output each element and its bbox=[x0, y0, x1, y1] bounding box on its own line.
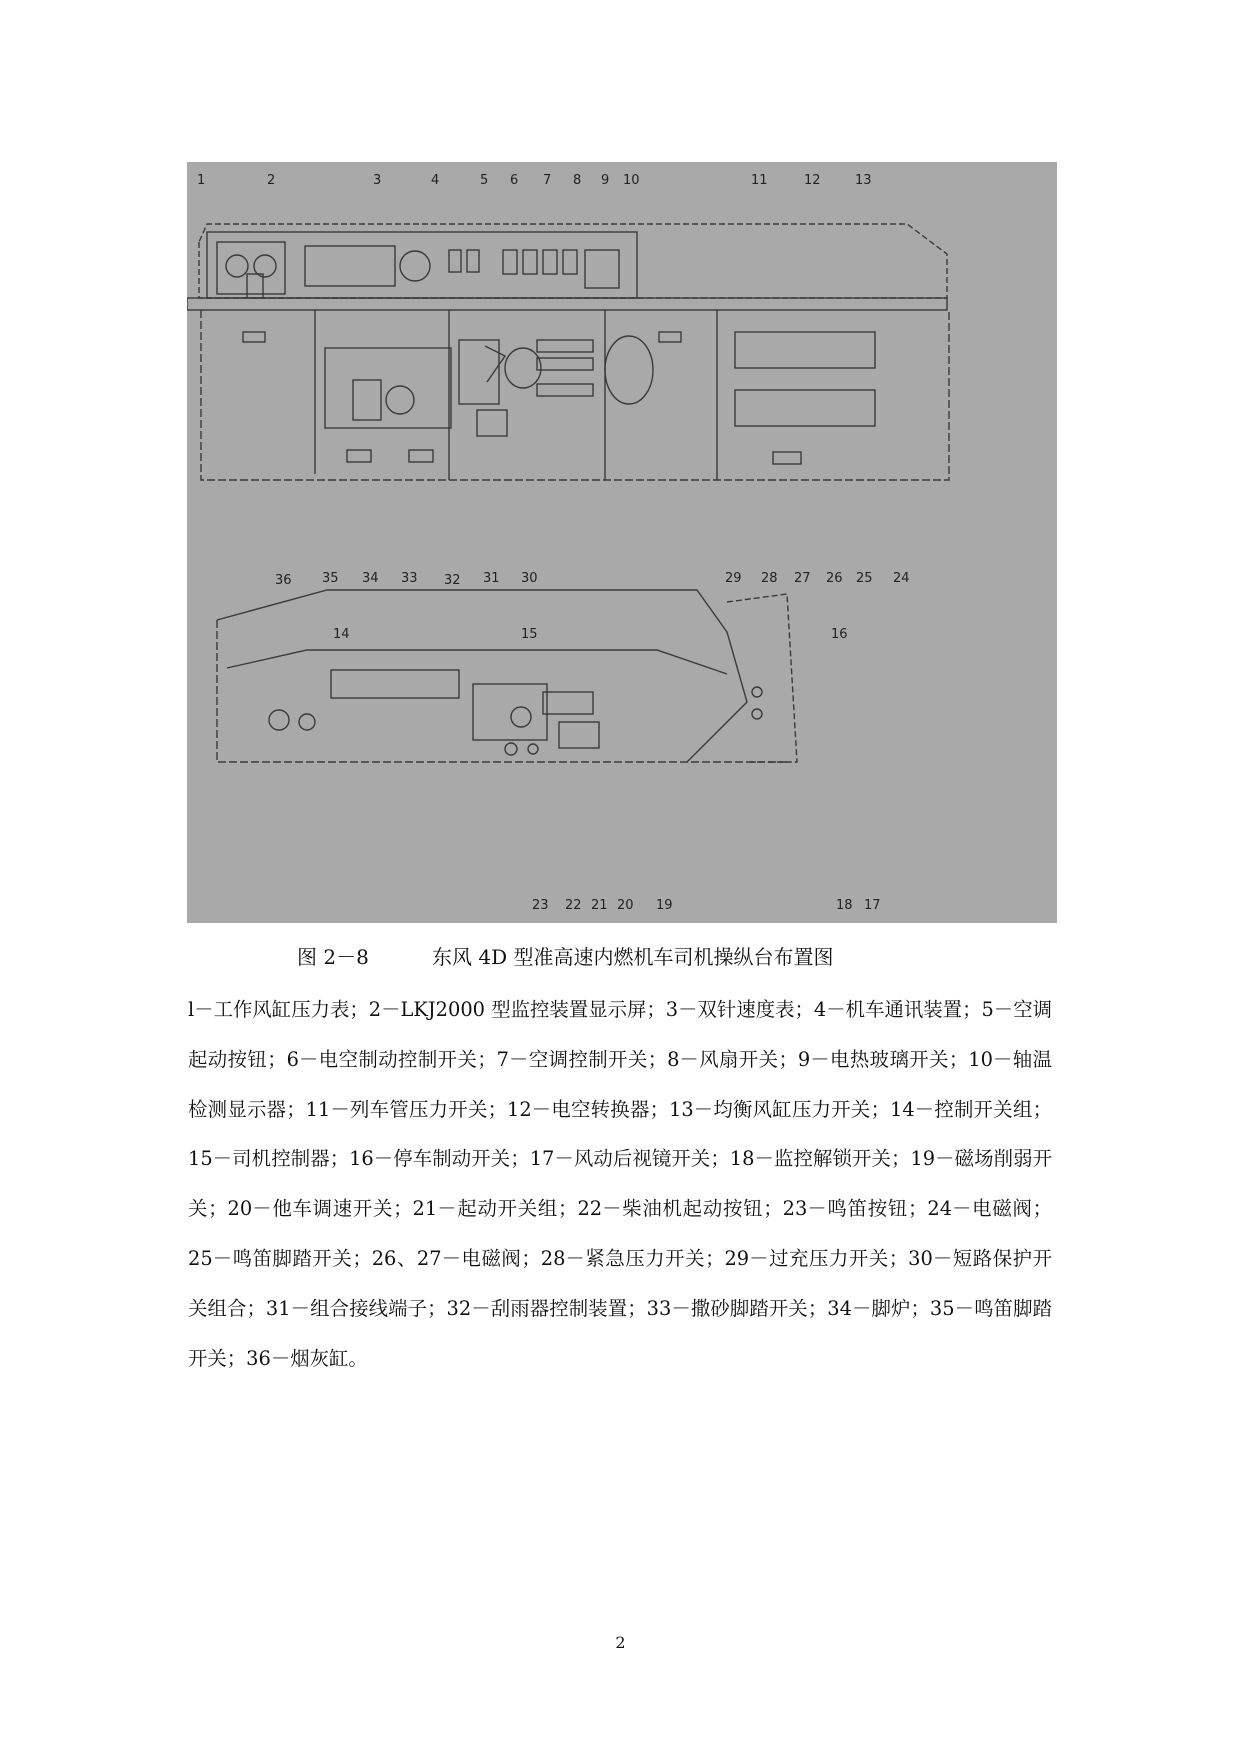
label-33: 33 bbox=[401, 571, 418, 586]
label-27: 27 bbox=[794, 571, 811, 586]
label-32: 32 bbox=[444, 573, 461, 588]
label-23: 23 bbox=[532, 898, 549, 913]
label-2: 2 bbox=[267, 173, 276, 188]
label-25: 25 bbox=[856, 571, 873, 586]
legend-paragraph: l－工作风缸压力表；2－LKJ2000 型监控装置显示屏；3－双针速度表；4－机车通讯装置；5－空调起动按钮；6－电空制动控制开关；7－空调控制开关；8－风扇开关；9－电热玻璃开关；10－轴温检测显示器；11－列车管压力开关；12－电空转换器；13－均衡风缸压力开关；14－控制开关组；15－司机控制器；16－停车制动开关；17－风动后视镜开关；18－监控解锁开关；19－磁场削弱开关；20－他车调速开关；21－起动开关组；22－柴油机起动按钮；23－鸣笛按钮；24－电磁阀；25－鸣笛脚踏开关；26、27－电磁阀；28－紧急压力开关；29－过充压力开关；30－短路保护开关组合；31－组合接线端子；32－刮雨器控制装置；33－撒砂脚踏开关；34－脚炉；35－鸣笛脚踏开关；36－烟灰缸。 bbox=[188, 998, 1052, 1370]
label-14: 14 bbox=[333, 627, 350, 642]
label-19: 19 bbox=[656, 898, 673, 913]
figure-background bbox=[187, 162, 1057, 923]
label-11: 11 bbox=[751, 173, 768, 188]
label-36: 36 bbox=[275, 573, 292, 588]
label-16: 16 bbox=[831, 627, 848, 642]
label-28: 28 bbox=[761, 571, 778, 586]
label-21: 21 bbox=[591, 898, 608, 913]
console-diagram bbox=[187, 162, 1057, 923]
label-24: 24 bbox=[893, 571, 910, 586]
label-26: 26 bbox=[826, 571, 843, 586]
label-30: 30 bbox=[521, 571, 538, 586]
label-35: 35 bbox=[322, 571, 339, 586]
label-29: 29 bbox=[725, 571, 742, 586]
page-number: 2 bbox=[615, 1633, 626, 1652]
label-6: 6 bbox=[510, 173, 519, 188]
label-8: 8 bbox=[573, 173, 582, 188]
label-17: 17 bbox=[864, 898, 881, 913]
label-1: 1 bbox=[197, 173, 206, 188]
label-15: 15 bbox=[521, 627, 538, 642]
console-layout-figure bbox=[187, 162, 1057, 923]
label-12: 12 bbox=[804, 173, 821, 188]
caption-number: 图 2－8 bbox=[297, 945, 369, 969]
label-3: 3 bbox=[373, 173, 382, 188]
label-9: 9 bbox=[601, 173, 610, 188]
figure-caption bbox=[0, 942, 1241, 972]
label-20: 20 bbox=[617, 898, 634, 913]
label-31: 31 bbox=[483, 571, 500, 586]
label-13: 13 bbox=[855, 173, 872, 188]
label-7: 7 bbox=[543, 173, 552, 188]
label-10: 10 bbox=[623, 173, 640, 188]
label-5: 5 bbox=[480, 173, 489, 188]
label-34: 34 bbox=[362, 571, 379, 586]
label-18: 18 bbox=[836, 898, 853, 913]
label-22: 22 bbox=[565, 898, 582, 913]
caption-title: 东风 4D 型准高速内燃机车司机操纵台布置图 bbox=[432, 945, 834, 969]
label-4: 4 bbox=[431, 173, 440, 188]
